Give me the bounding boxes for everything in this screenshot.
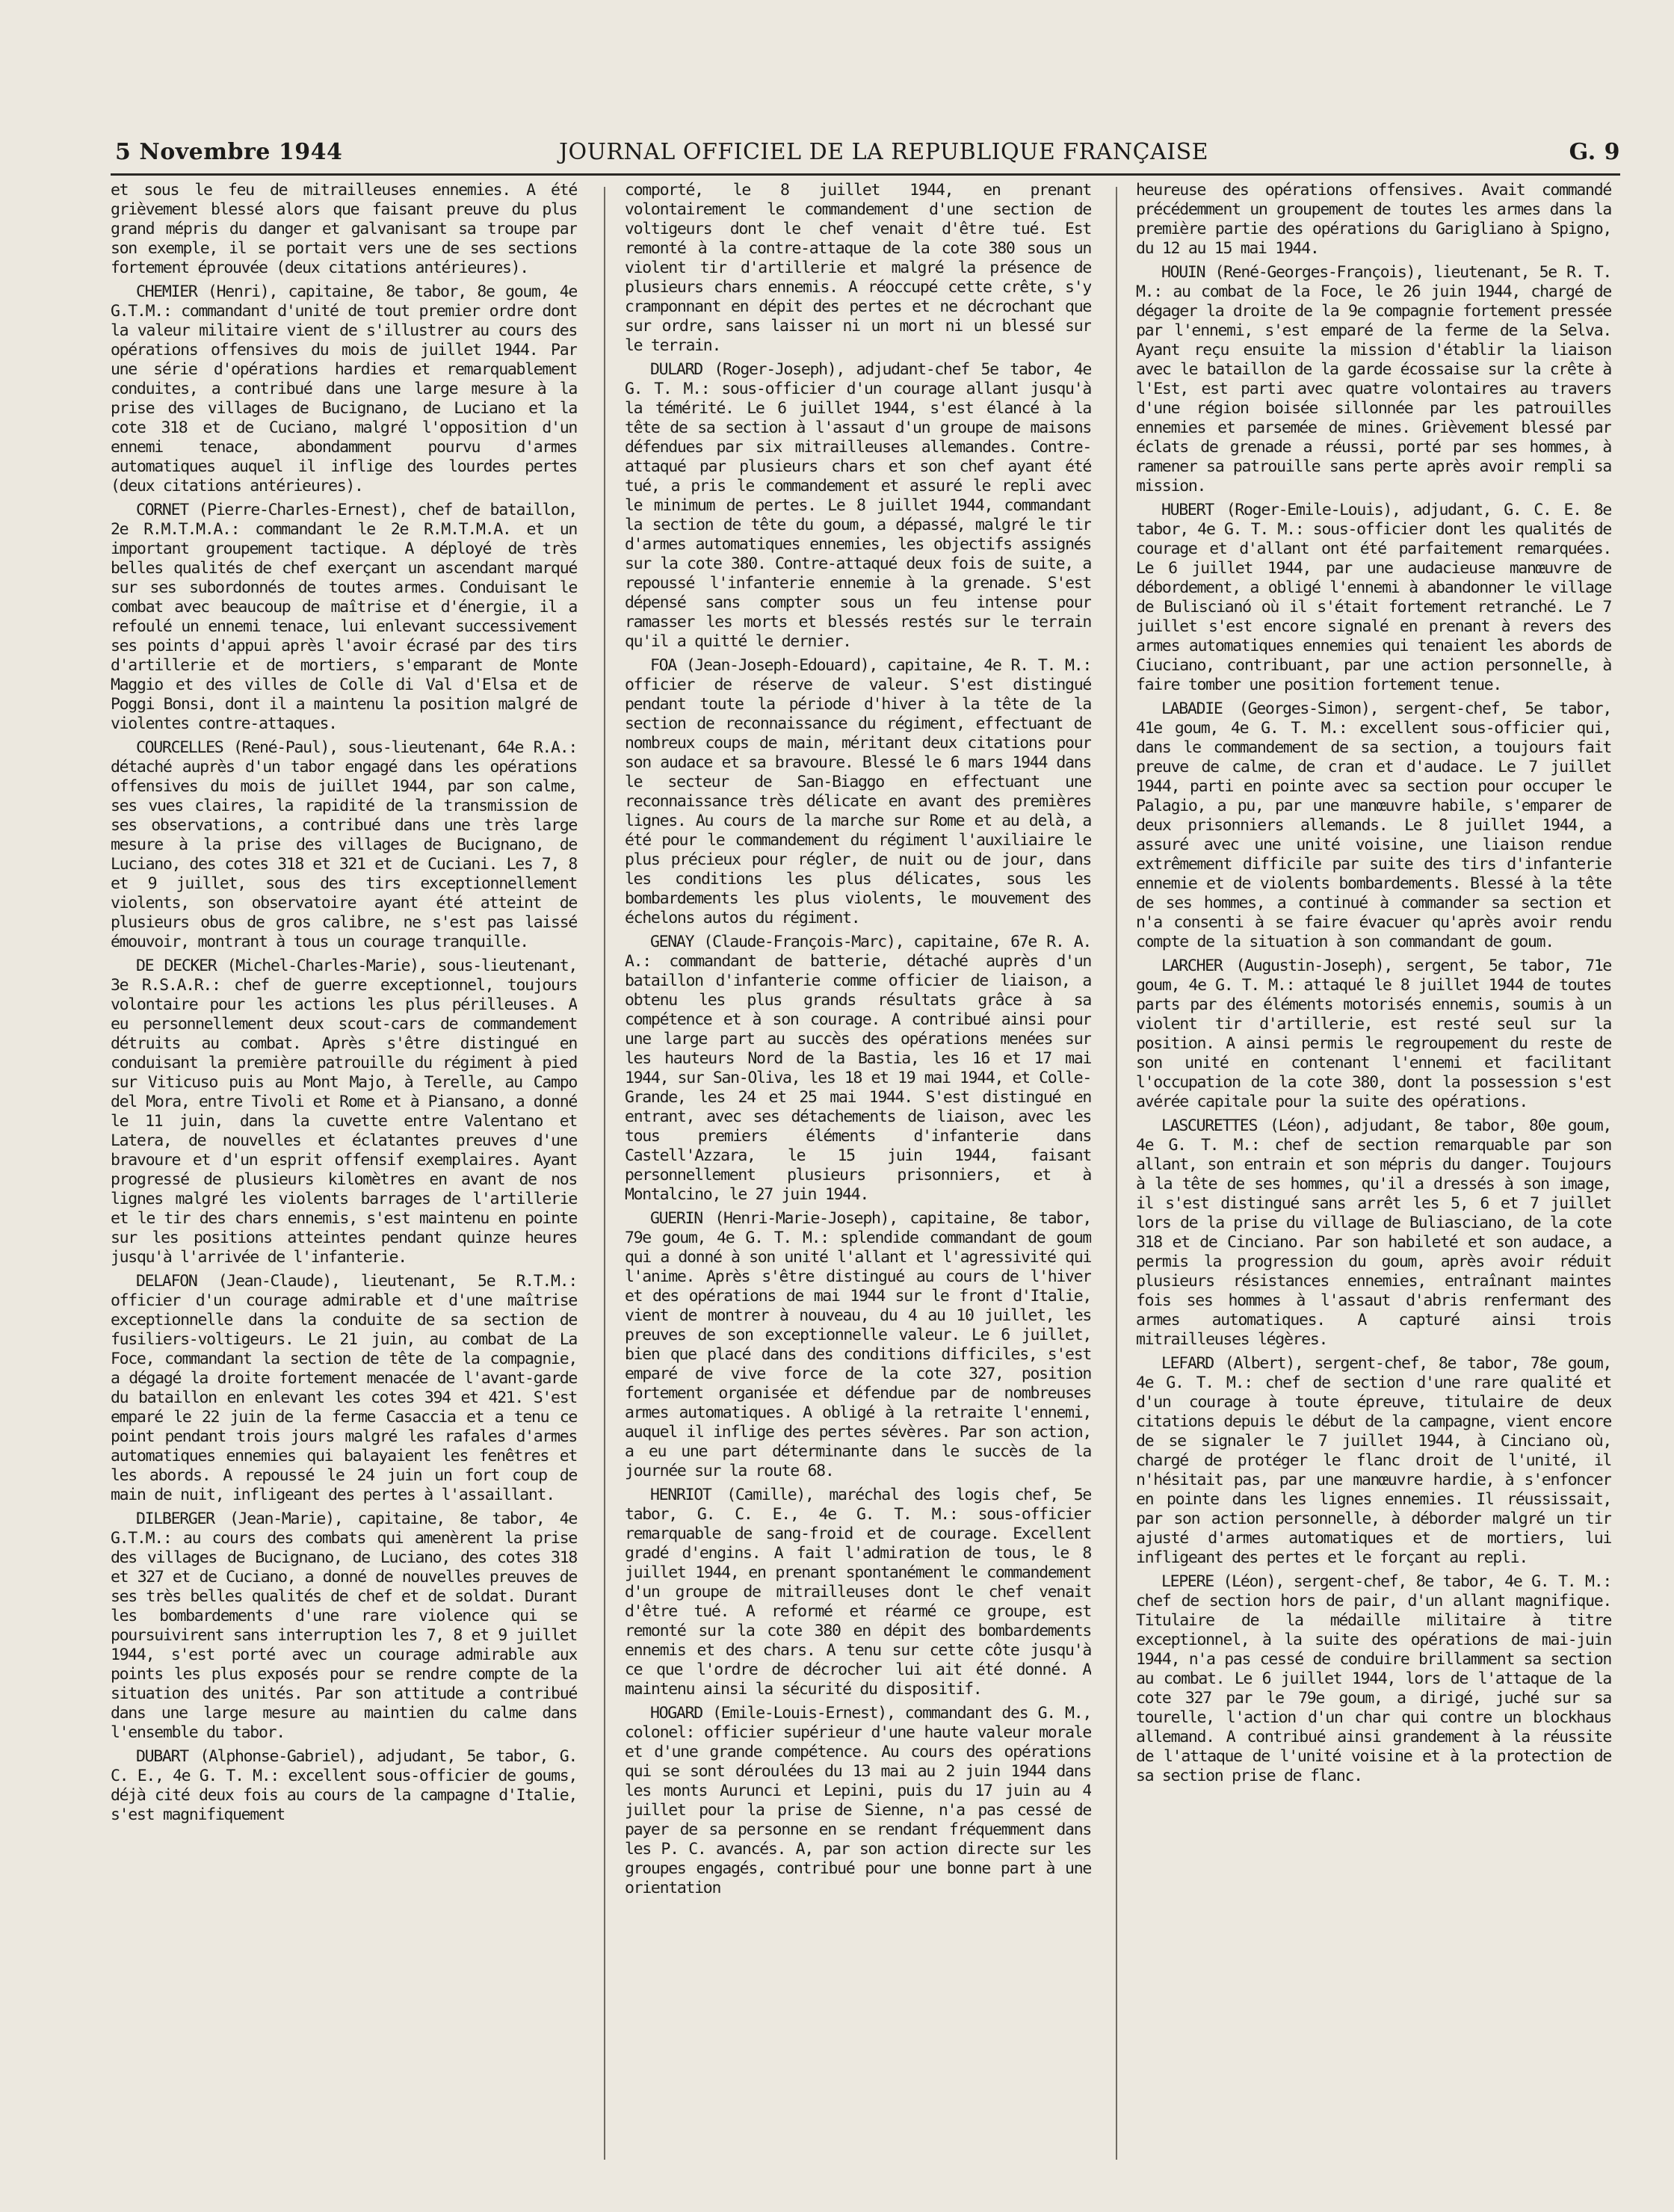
citation-text: comporté, le 8 juillet 1944, en prenant volontairement le commandement d'une section de voltigeurs dont le chef venait d'être tué. Est remonté à la contre-attaque de la cote 380 sous un violent tir d'artillerie et malgré la présence de plusieurs chars ennemis. A réoccupé cette crête, s'y cramponnant en dépit des pertes et ne décrochant que sur ordre, sans laisser ni un mort ni un blessé sur le terrain. <box>625 181 1091 355</box>
journal-page <box>111 139 1620 2187</box>
column-2 <box>625 181 1091 2184</box>
citation-entry <box>111 282 577 496</box>
citation-entry <box>111 1747 577 1825</box>
citation-entry <box>625 933 1091 1205</box>
citation-entry <box>1136 1116 1611 1350</box>
citation-entry <box>625 1486 1091 1699</box>
citation-entry <box>1136 501 1611 695</box>
citation-text: LARCHER (Augustin-Joseph), sergent, 5e tabor, 71e goum, 4e G. T. M.: attaqué le 8 juillet 1944 de toutes parts par des éléments motorisés ennemis, soumis à un violent tir d'artillerie, est resté seul sur la position. A ainsi permis le regroupement du reste de son unité en contenant l'ennemi et facilitant l'occupation de la cote 380, dont la possession s'est avérée capitale pour la suite des opérations. <box>1136 957 1611 1111</box>
citation-entry <box>625 1209 1091 1481</box>
citation-text: CHEMIER (Henri), capitaine, 8e tabor, 8e goum, 4e G.T.M.: commandant d'unité de tout premier ordre dont la valeur militaire vient de s'illustrer au cours des opérations offensives du mois de juillet 1944. Par une série d'opérations hardies et remarquablement conduites, a contribué dans une large mesure à la prise des villages de Bucignano, de Luciano et la cote 318 et de Cuciano, malgré l'opposition d'un ennemi tenace, abondamment pourvu d'armes automatiques auquel il inflige des lourdes pertes (deux citations antérieures). <box>111 282 577 495</box>
citation-entry <box>625 181 1091 356</box>
citation-text: DELAFON (Jean-Claude), lieutenant, 5e R.T.M.: officier d'un courage admirable et d'une maîtrise exceptionnelle dans la conduite de sa section de fusiliers-voltigeurs. Le 21 juin, au combat de La Foce, commandant la section de tête de la compagnie, a dégagé la droite fortement menacée de l'avant-garde du bataillon en enlevant les cotes 394 et 421. S'est emparé le 22 juin de la ferme Casaccia et a tenu ce point pendant trois jours malgré les rafales d'armes automatiques ennemies qui balayaient les fenêtres et les abords. A repoussé le 24 juin un fort coup de main de nuit, infligeant des pertes à l'assaillant. <box>111 1272 577 1504</box>
column-divider <box>604 187 605 2160</box>
citation-text: LEFARD (Albert), sergent-chef, 8e tabor, 78e goum, 4e G. T. M.: chef de section d'une rare qualité et d'un courage à toute épreuve, titulaire de deux citations depuis le début de la campagne, vient encore de se signaler le 7 juillet 1944, à Cinciano où, chargé de protéger le flanc droit de l'unité, il n'hésitait pas, par une manœuvre hardie, à s'enfoncer en pointe dans les lignes ennemies. Il réussissait, par son action personnelle, à déborder malgré un tir ajusté d'armes automatiques et de mortiers, lui infligeant des pertes et le forçant au repli. <box>1136 1354 1611 1567</box>
citation-text: heureuse des opérations offensives. Avait commandé précédemment un groupement de toutes les armes dans la première partie des opérations du Garigliano à Spigno, du 12 au 15 mai 1944. <box>1136 181 1611 258</box>
citation-entry <box>111 181 577 278</box>
citation-entry <box>1136 957 1611 1112</box>
page-header <box>111 139 1620 172</box>
journal-title: JOURNAL OFFICIEL DE LA REPUBLIQUE FRANÇAISE <box>559 139 1209 165</box>
citation-entry <box>1136 1354 1611 1568</box>
header-rule <box>111 173 1620 176</box>
column-divider <box>1116 187 1117 2160</box>
citation-text: FOA (Jean-Joseph-Edouard), capitaine, 4e R. T. M.: officier de réserve de valeur. S'est distingué pendant toute la période d'hiver à la tête de la section de reconnaissance du régiment, effectuant de nombreux coups de main, méritant deux citations pour son audace et sa bravoure. Blessé le 6 mars 1944 dans le secteur de San-Biaggo en effectuant une reconnaissance très délicate en avant des premières lignes. Au cours de la marche sur Rome et au delà, a été pour le commandement du régiment l'auxiliaire le plus précieux pour régler, de nuit ou de jour, dans les conditions les plus délicates, sous les bombardements les plus violents, le mouvement des échelons autos du régiment. <box>625 656 1091 927</box>
citation-text: LEPERE (Léon), sergent-chef, 8e tabor, 4e G. T. M.: chef de section hors de pair, d'un allant magnifique. Titulaire de la médaille militaire à titre exceptionnel, à la suite des opérations de mai-juin 1944, n'a pas cessé de conduire brillamment sa section au combat. Le 6 juillet 1944, lors de l'attaque de la cote 327 par le 79e goum, a dirigé, juché sur sa tourelle, l'action d'un char qui contre un blockhaus allemand. A contribué ainsi grandement à la réussite de l'attaque de l'unité voisine et à la protection de sa section prise de flanc. <box>1136 1572 1611 1785</box>
citation-text: HUBERT (Roger-Emile-Louis), adjudant, G. C. E. 8e tabor, 4e G. T. M.: sous-officier dont les qualités de courage et d'allant ont été parfaitement remarquées. Le 6 juillet 1944, par une audacieuse manœuvre de débordement, a obligé l'ennemi à abandonner le village de Buliscianó où il s'était fortement retranché. Le 7 juillet s'est encore signalé en prenant à revers des armes automatiques ennemies qui tenaient les abords de Ciuciano, contribuant, par une action personnelle, à faire tomber une position fortement tenue. <box>1136 501 1611 694</box>
citation-text: HOUIN (René-Georges-François), lieutenant, 5e R. T. M.: au combat de la Foce, le 26 juin 1944, chargé de dégager la droite de la 9e compagnie fortement pressée par l'ennemi, s'est emparé de la ferme de la Selva. Ayant reçu ensuite la mission d'établir la liaison avec le bataillon de la garde écossaise sur la crête à l'Est, est parti avec quatre volontaires au travers d'une région boisée sillonnée par les patrouilles ennemies et parsemée de mines. Grièvement blessé par éclats de grenade a réussi, porté par ses hommes, à ramener sa patrouille sans perte après avoir rempli sa mission. <box>1136 263 1611 495</box>
citation-entry <box>1136 699 1611 952</box>
citation-text: HOGARD (Emile-Louis-Ernest), commandant des G. M., colonel: officier supérieur d'une haute valeur morale et d'une grande compétence. Au cours des opérations qui se sont déroulées du 13 mai au 2 juin 1944 dans les monts Aurunci et Lepini, puis du 17 juin au 4 juillet pour la prise de Sienne, n'a pas cessé de payer de sa personne en se rendant fréquemment dans les P. C. avancés. A, par son action directe sur les groupes engagés, contribué pour une bonne part à une orientation <box>625 1704 1091 1897</box>
citation-entry <box>111 957 577 1267</box>
header-date: 5 Novembre 1944 <box>115 139 343 165</box>
citation-text: LABADIE (Georges-Simon), sergent-chef, 5e tabor, 41e goum, 4e G. T. M.: excellent sous-officier qui, dans le commandement de sa section, a toujours fait preuve de calme, de cran et d'audace. Le 7 juillet 1944, parti en pointe avec sa section pour occuper le Palagio, a pu, par une manœuvre habile, s'emparer de deux prisonniers allemands. Le 8 juillet 1944, a assuré avec une unité voisine, une liaison rendue extrêmement difficile par suite des tirs d'infanterie ennemie et de violents bombardements. Blessé à la tête de ses hommes, a continué à commander sa section et n'a consenti à se faire évacuer qu'après avoir rendu compte de la situation à son commandant de goum. <box>1136 699 1611 951</box>
citation-entry <box>1136 181 1611 259</box>
citation-text: HENRIOT (Camille), maréchal des logis chef, 5e tabor, G. C. E., 4e G. T. M.: sous-officier remarquable de sang-froid et de courage. Excellent gradé d'engins. A fait l'admiration de tous, le 8 juillet 1944, en prenant spontanément le commandement d'un groupe de mitrailleuses dont le chef venait d'être tué. A reformé et réarmé ce groupe, est remonté sur la cote 380 en dépit des bombardements ennemis et des chars. A tenu sur cette côte jusqu'à ce que l'ordre de décrocher lui ait été donné. A maintenu ainsi la sécurité du dispositif. <box>625 1486 1091 1699</box>
citation-entry <box>1136 1572 1611 1786</box>
citation-entry <box>111 1510 577 1743</box>
citation-entry <box>1136 263 1611 496</box>
citation-text: LASCURETTES (Léon), adjudant, 8e tabor, 80e goum, 4e G. T. M.: chef de section remarquable par son allant, son entrain et son mépris du danger. Toujours à la tête de ses hommes, qu'il a dressés à son image, il s'est distingué sans arrêt les 5, 6 et 7 juillet lors de la prise du village de Buliasciano, de la cote 318 et de Cinciano. Par son habileté et son audace, a permis la progression du goum, après avoir réduit plusieurs résistances ennemies, entraînant maintes fois ses hommes à l'assaut d'abris renfermant des armes automatiques. A capturé ainsi trois mitrailleuses légères. <box>1136 1116 1611 1349</box>
citation-text: COURCELLES (René-Paul), sous-lieutenant, 64e R.A.: détaché auprès d'un tabor engagé dans les opérations offensives du mois de juillet 1944, par son calme, ses vues claires, la rapidité de la transmission de ses observations, a contribué dans une très large mesure à la prise des villages de Bucignano, de Luciano, des cotes 318 et 321 et de Cuciani. Les 7, 8 et 9 juillet, sous des tirs exceptionnellement violents, son observatoire ayant été atteint de plusieurs obus de gros calibre, ne s'est pas laissé émouvoir, montrant à tous un courage tranquille. <box>111 738 577 951</box>
citation-entry <box>111 738 577 952</box>
citation-text: DULARD (Roger-Joseph), adjudant-chef 5e tabor, 4e G. T. M.: sous-officier d'un courage allant jusqu'à la témérité. Le 6 juillet 1944, s'est élancé à la tête de sa section à l'assaut d'un groupe de maisons défendues par six mitrailleuses allemandes. Contre-attaqué par plusieurs chars et son chef ayant été tué, a pris le commandement et assuré le repli avec le minimum de pertes. Le 8 juillet 1944, commandant la section de tête du goum, a dépassé, malgré le tir d'armes automatiques ennemies, les objectifs assignés sur la cote 380. Contre-attaqué deux fois de suite, a repoussé l'infanterie ennemie à la grenade. S'est dépensé sans compter sous un feu intense pour ramasser les morts et blessés restés sur le terrain qu'il a quitté le dernier. <box>625 360 1091 651</box>
column-1 <box>111 181 577 2184</box>
citation-entry <box>625 656 1091 928</box>
citation-entry <box>625 1704 1091 1898</box>
citation-entry <box>111 1272 577 1505</box>
citation-text: DILBERGER (Jean-Marie), capitaine, 8e tabor, 4e G.T.M.: au cours des combats qui amenèrent la prise des villages de Bucignano, de Luciano, des cotes 318 et 327 et de Cuciano, a donné de nouvelles preuves de ses très belles qualités de chef et de soldat. Durant les bombardements d'une rare violence qui se poursuivirent sans interruption les 7, 8 et 9 juillet 1944, s'est porté avec un courage admirable aux points les plus exposés pour se rendre compte de la situation des unités. Par son attitude a contribué dans une large mesure au maintien du calme dans l'ensemble du tabor. <box>111 1510 577 1742</box>
page-number: G. 9 <box>1569 139 1620 165</box>
citation-text: DE DECKER (Michel-Charles-Marie), sous-lieutenant, 3e R.S.A.R.: chef de guerre exceptionnel, toujours volontaire pour les actions les plus périlleuses. A eu personnellement deux scout-cars de commandement détruits au combat. Après s'être distingué en conduisant la première patrouille du régiment à pied sur Viticuso puis au Mont Majo, à Terelle, au Campo del Mora, entre Tivoli et Rome et à Piansano, a donné le 11 juin, dans la cuvette entre Valentano et Latera, de nouvelles et éclatantes preuves d'une bravoure et d'un esprit offensif exemplaires. Ayant progressé de plusieurs kilomètres en avant de nos lignes malgré les violents barrages de l'artillerie et le tir des chars ennemis, s'est maintenu en pointe sur les positions atteintes pendant quinze heures jusqu'à l'arrivée de l'infanterie. <box>111 957 577 1267</box>
citation-text: GENAY (Claude-François-Marc), capitaine, 67e R. A. A.: commandant de batterie, détaché auprès d'un bataillon d'infanterie comme officier de liaison, a obtenu les plus grands résultats grâce à sa compétence et à son courage. A contribué ainsi pour une large part au succès des opérations menées sur les hauteurs Nord de la Bastia, les 16 et 17 mai 1944, sur San-Oliva, les 18 et 19 mai 1944, et Colle-Grande, les 24 et 25 mai 1944. S'est distingué en entrant, avec ses détachements de liaison, avec les tous premiers éléments d'infanterie dans Castell'Azzara, le 15 juin 1944, faisant personnellement plusieurs prisonniers, et à Montalcino, le 27 juin 1944. <box>625 933 1091 1204</box>
citation-text: DUBART (Alphonse-Gabriel), adjudant, 5e tabor, G. C. E., 4e G. T. M.: excellent sous-officier de goums, déjà cité deux fois au cours de la campagne d'Italie, s'est magnifiquement <box>111 1747 577 1824</box>
citation-text: GUERIN (Henri-Marie-Joseph), capitaine, 8e tabor, 79e goum, 4e G. T. M.: splendide commandant de goum qui a donné à son unité l'allant et l'agressivité qui l'anime. Après s'être distingué au cours de l'hiver et des opérations de mai 1944 sur le front d'Italie, vient de montrer à nouveau, du 4 au 10 juillet, les preuves de son exceptionnelle valeur. Le 6 juillet, bien que placé dans des conditions difficiles, s'est emparé de vive force de la cote 327, position fortement organisée et défendue par de nombreuses armes automatiques. A obligé à la retraite l'ennemi, auquel il inflige des pertes sévères. Par son action, a eu une part déterminante dans le succès de la journée sur la route 68. <box>625 1209 1091 1480</box>
citation-entry <box>625 360 1091 652</box>
citation-text: CORNET (Pierre-Charles-Ernest), chef de bataillon, 2e R.M.T.M.A.: commandant le 2e R.M.T.M.A. et un important groupement tactique. A déployé de très belles qualités de chef exerçant un ascendant marqué sur ses subordonnés de toutes armes. Conduisant le combat avec beaucoup de maîtrise et d'énergie, il a refoulé un ennemi tenace, lui enlevant successivement ses points d'appui après l'avoir écrasé par des tirs d'artillerie et de mortiers, s'emparant de Monte Maggio et des villes de Colle di Val d'Elsa et de Poggi Bonsi, dont il a maintenu la position malgré de violentes contre-attaques. <box>111 501 577 733</box>
column-3 <box>1136 181 1611 2184</box>
citation-entry <box>111 501 577 734</box>
citation-text: et sous le feu de mitrailleuses ennemies. A été grièvement blessé alors que faisant preuve du plus grand mépris du danger et galvanisant sa troupe par son exemple, il se portait vers une de ses sections fortement éprouvée (deux citations antérieures). <box>111 181 577 277</box>
